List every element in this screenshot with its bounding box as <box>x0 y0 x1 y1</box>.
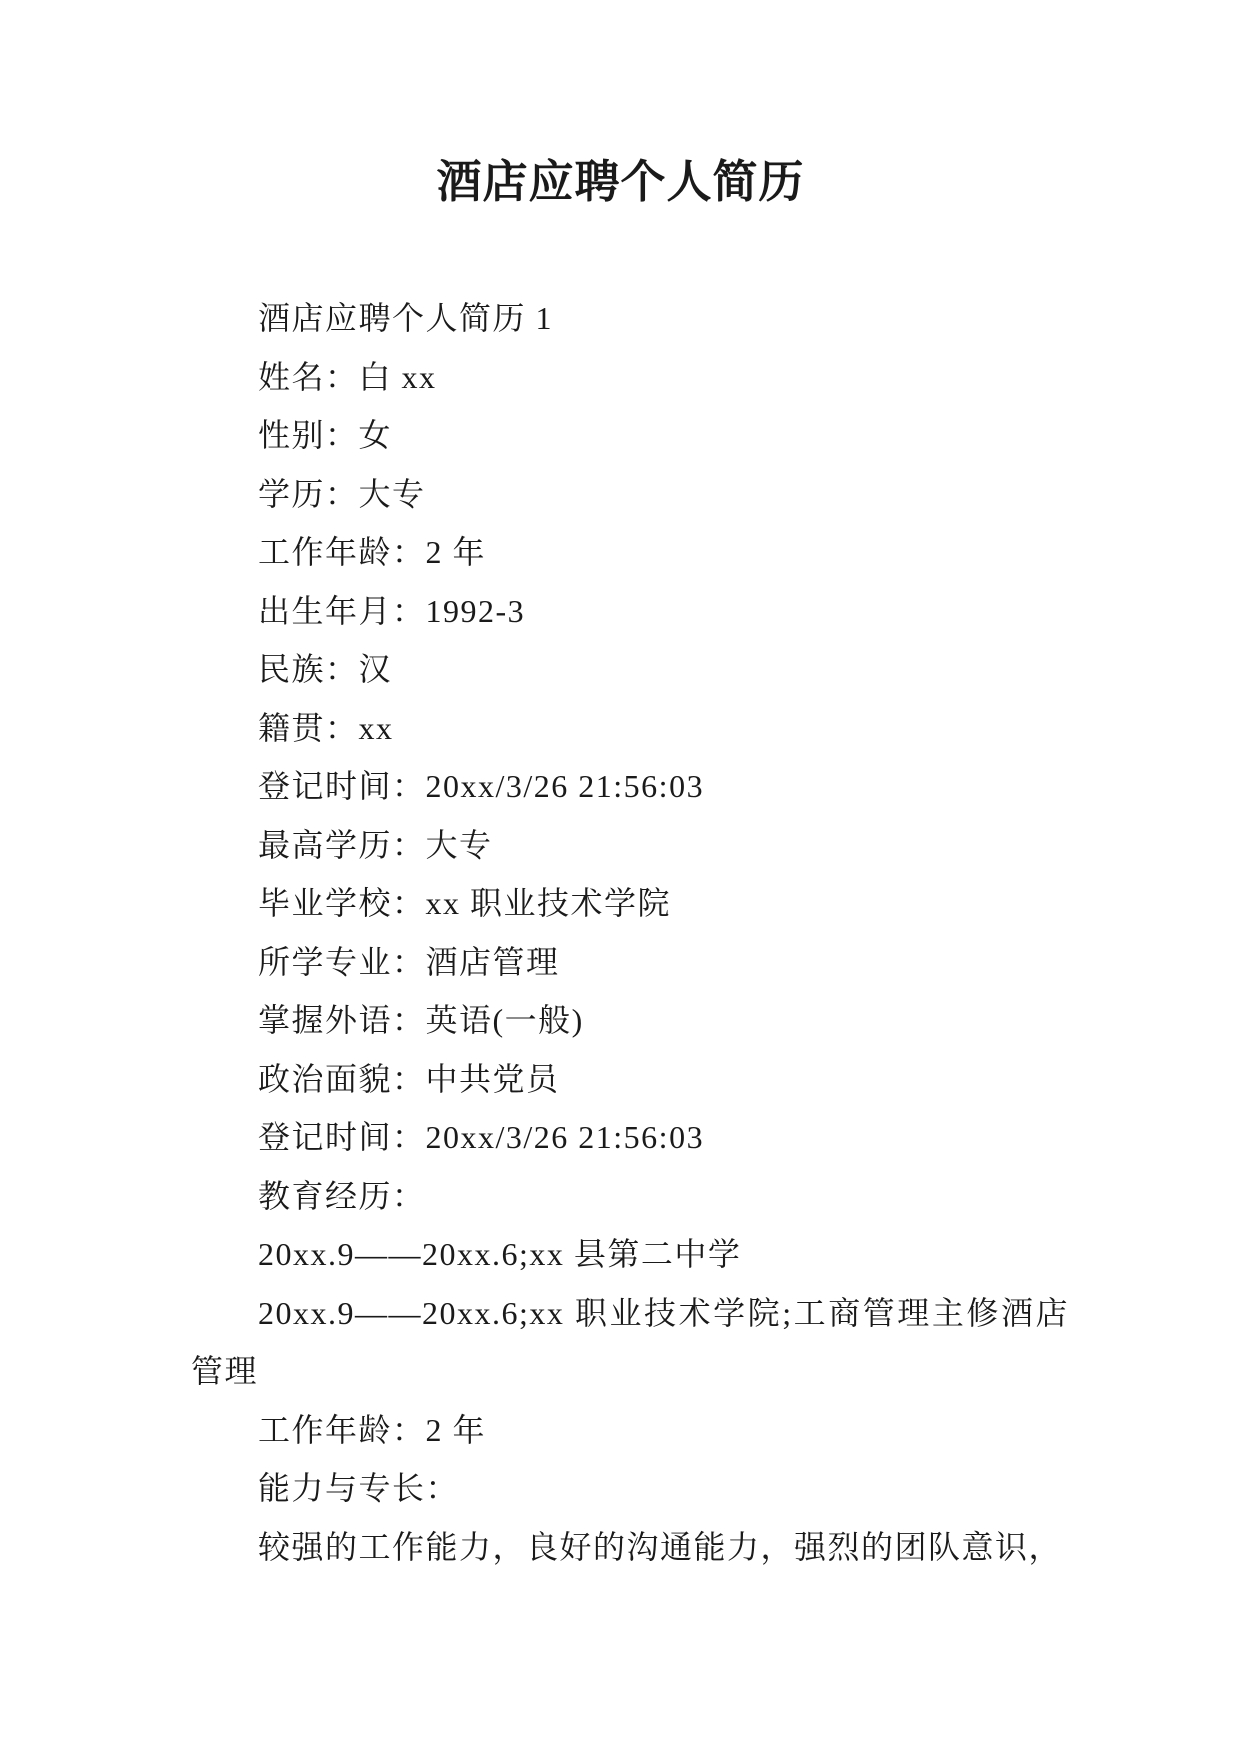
foreign-language-field: 掌握外语：英语(一般) <box>258 1002 584 1038</box>
education-history-item: 20xx.9——20xx.6;xx 县第二中学 <box>258 1236 742 1272</box>
native-place-field: 籍贯：xx <box>258 709 394 746</box>
skills-heading: 能力与专长： <box>258 1470 460 1506</box>
gender-field: 性别：女 <box>258 417 393 453</box>
resume-subtitle: 酒店应聘个人简历 1 <box>258 300 554 336</box>
resume-body <box>191 289 1069 1576</box>
education-history-heading: 教育经历： <box>258 1177 426 1214</box>
register-time-field-2: 登记时间：20xx/3/26 21:56:03 <box>258 1119 705 1155</box>
highest-education-field: 最高学历：大专 <box>258 826 493 863</box>
work-years-field-2: 工作年龄：2 年 <box>258 1411 487 1448</box>
political-status-field: 政治面貌：中共党员 <box>258 1060 560 1097</box>
major-field: 所学专业：酒店管理 <box>258 943 560 980</box>
register-time-field: 登记时间：20xx/3/26 21:56:03 <box>258 768 705 804</box>
ethnicity-field: 民族：汉 <box>258 651 393 687</box>
skills-text: 较强的工作能力，良好的沟通能力，强烈的团队意识， <box>258 1528 1063 1565</box>
education-field: 学历：大专 <box>258 475 426 512</box>
work-years-field: 工作年龄：2 年 <box>258 534 487 570</box>
birth-field: 出生年月：1992-3 <box>258 592 526 629</box>
name-field: 姓名：白 xx <box>258 358 437 395</box>
page-title: 酒店应聘个人简历 <box>436 157 805 207</box>
education-history-item: 20xx.9——20xx.6;xx 职业技术学院;工商管理主修酒店管理 <box>191 1294 1069 1389</box>
school-field: 毕业学校：xx 职业技术学院 <box>258 885 672 921</box>
